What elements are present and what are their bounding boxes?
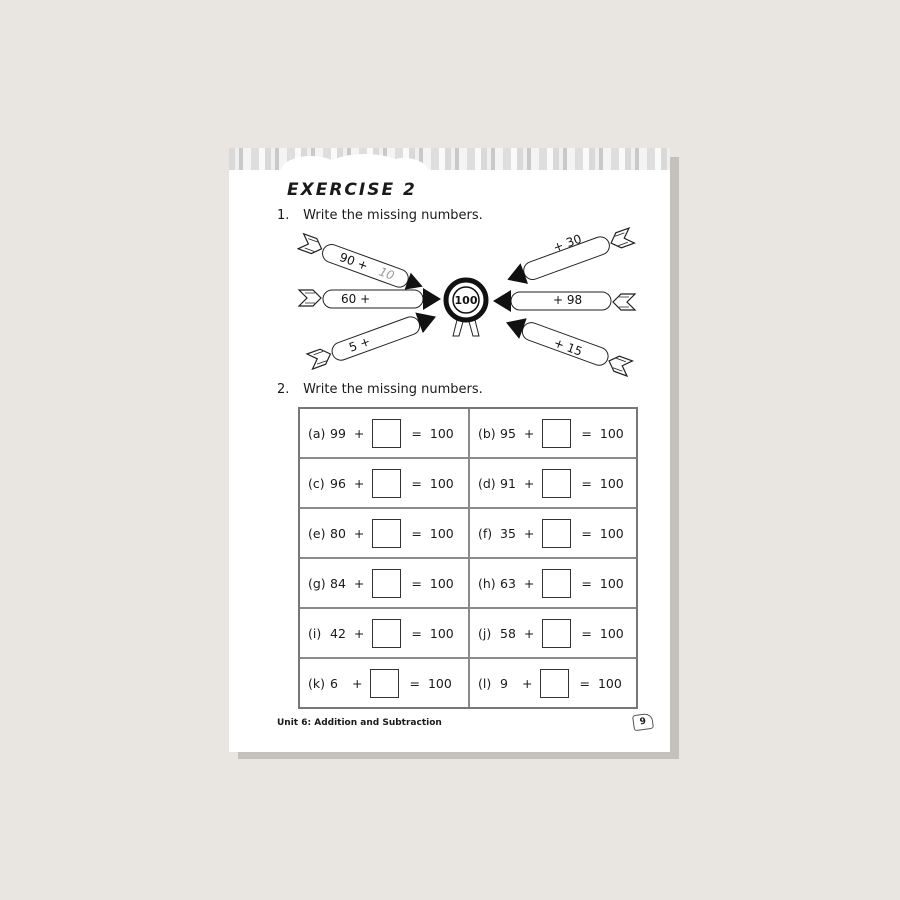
arrow-1 xyxy=(297,234,425,295)
addend: 6 xyxy=(330,675,338,691)
total: 100 xyxy=(599,575,624,591)
addend: 80 xyxy=(330,525,346,541)
question-number: 1. xyxy=(277,208,290,223)
arrow-2 xyxy=(299,288,441,310)
equals-sign: = xyxy=(579,675,590,691)
problem-label: (g) xyxy=(308,575,326,591)
problem-label: (h) xyxy=(478,575,496,591)
plus-sign: + xyxy=(523,475,535,491)
exercise-title: EXERCISE 2 xyxy=(287,180,417,200)
problem-table xyxy=(298,407,638,709)
unit-footer: Unit 6: Addition and Subtraction xyxy=(277,718,442,728)
problem-label: (c) xyxy=(308,475,325,491)
total: 100 xyxy=(429,575,454,591)
arrow-given: + 15 xyxy=(551,335,585,359)
question-1 xyxy=(277,208,483,223)
addend: 63 xyxy=(500,575,516,591)
arrow-3 xyxy=(306,306,439,373)
plus-sign: + xyxy=(523,425,535,441)
addend: 58 xyxy=(500,625,516,641)
answer-box[interactable] xyxy=(540,669,569,698)
answer-box[interactable] xyxy=(542,619,571,648)
arrow-given: 60 + xyxy=(341,292,371,306)
total: 100 xyxy=(599,425,624,441)
total: 100 xyxy=(599,475,624,491)
addend: 84 xyxy=(330,575,346,591)
problem-cell xyxy=(300,659,468,707)
problem-label: (e) xyxy=(308,525,326,541)
equals-sign: = xyxy=(581,425,592,441)
answer-box[interactable] xyxy=(542,569,571,598)
question-text: Write the missing numbers. xyxy=(303,208,483,223)
answer-box[interactable] xyxy=(370,669,399,698)
addend: 35 xyxy=(500,525,516,541)
plus-sign: + xyxy=(352,675,363,691)
total: 100 xyxy=(429,475,454,491)
problem-label: (l) xyxy=(478,675,492,691)
equals-sign: = xyxy=(581,625,592,641)
problem-cell xyxy=(300,609,468,657)
answer-box[interactable] xyxy=(372,569,401,598)
arrow-given: + 98 xyxy=(553,293,583,307)
problem-label: (k) xyxy=(308,675,325,691)
total: 100 xyxy=(597,675,622,691)
plus-sign: + xyxy=(522,675,533,691)
arrow-given: + 30 xyxy=(551,231,584,255)
equals-sign: = xyxy=(581,475,592,491)
problem-cell xyxy=(300,509,468,557)
answer-box[interactable] xyxy=(542,469,571,498)
problem-label: (j) xyxy=(478,625,492,641)
total: 100 xyxy=(429,625,454,641)
plus-sign: + xyxy=(523,575,535,591)
plus-sign: + xyxy=(523,525,535,541)
problem-row xyxy=(300,557,636,607)
question-number: 2. xyxy=(277,382,290,397)
total: 100 xyxy=(429,425,454,441)
problem-cell xyxy=(468,459,636,507)
problem-cell xyxy=(300,459,468,507)
total: 100 xyxy=(429,525,454,541)
problem-label: (i) xyxy=(308,625,322,641)
equals-sign: = xyxy=(581,525,592,541)
problem-cell xyxy=(468,609,636,657)
problem-cell xyxy=(468,559,636,607)
target-icon xyxy=(446,280,486,336)
answer-box[interactable] xyxy=(542,519,571,548)
addend: 91 xyxy=(500,475,516,491)
problem-cell xyxy=(468,509,636,557)
problem-label: (f) xyxy=(478,525,493,541)
problem-cell xyxy=(468,659,636,707)
problem-row xyxy=(300,457,636,507)
addend: 99 xyxy=(330,425,346,441)
answer-box[interactable] xyxy=(372,619,401,648)
addend: 95 xyxy=(500,425,516,441)
problem-row xyxy=(300,507,636,557)
answer-box[interactable] xyxy=(372,469,401,498)
plus-sign: + xyxy=(353,475,365,491)
plus-sign: + xyxy=(353,525,365,541)
total: 100 xyxy=(427,675,452,691)
equals-sign: = xyxy=(409,675,420,691)
plus-sign: + xyxy=(353,625,365,641)
answer-box[interactable] xyxy=(542,419,571,448)
addend: 9 xyxy=(500,675,508,691)
question-2 xyxy=(277,382,483,397)
equals-sign: = xyxy=(411,475,422,491)
target-value: 100 xyxy=(454,294,478,307)
answer-box[interactable] xyxy=(372,519,401,548)
problem-label: (d) xyxy=(478,475,496,491)
total: 100 xyxy=(599,525,624,541)
arrow-given: 90 + xyxy=(337,250,370,274)
page-number: 9 xyxy=(632,713,654,732)
problem-row xyxy=(300,657,636,707)
total: 100 xyxy=(599,625,624,641)
problem-label: (b) xyxy=(478,425,496,441)
worksheet-page xyxy=(229,148,670,752)
problem-row xyxy=(300,607,636,657)
question-text: Write the missing numbers. xyxy=(303,382,483,397)
equals-sign: = xyxy=(411,625,422,641)
problem-row xyxy=(300,409,636,457)
problem-cell xyxy=(468,409,636,457)
equals-sign: = xyxy=(411,525,422,541)
problem-label: (a) xyxy=(308,425,326,441)
plus-sign: + xyxy=(353,425,365,441)
equals-sign: = xyxy=(411,425,422,441)
problem-cell xyxy=(300,409,468,457)
problem-cell xyxy=(300,559,468,607)
equals-sign: = xyxy=(411,575,422,591)
equals-sign: = xyxy=(581,575,592,591)
answer-box[interactable] xyxy=(372,419,401,448)
addend: 42 xyxy=(330,625,346,641)
arrow-given: 5 + xyxy=(347,334,373,355)
addend: 96 xyxy=(330,475,346,491)
plus-sign: + xyxy=(523,625,535,641)
arrows-target-diagram xyxy=(297,224,637,379)
arrow-answer: 10 xyxy=(377,264,397,283)
plus-sign: + xyxy=(353,575,365,591)
